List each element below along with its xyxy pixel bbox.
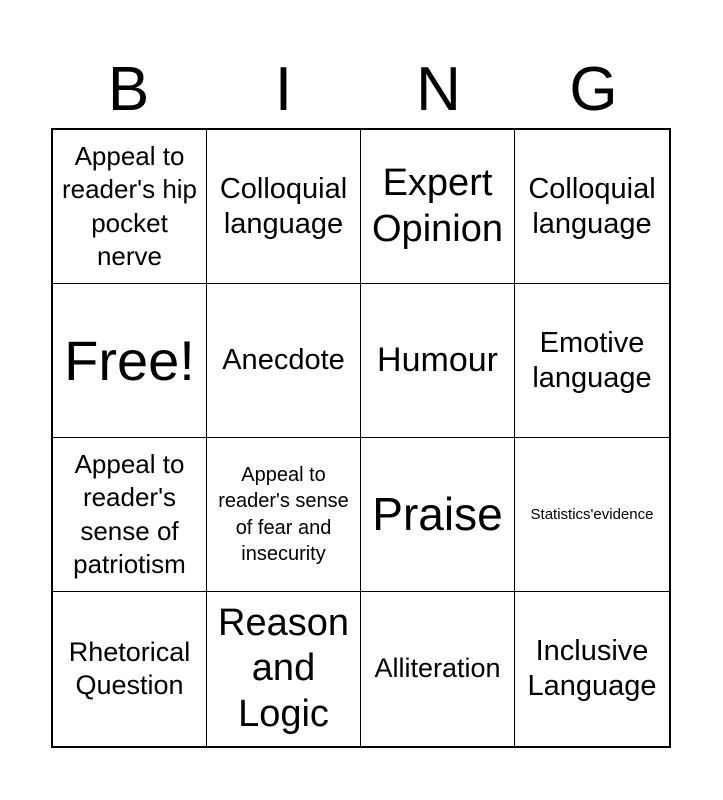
cell-text: Inclusive Language <box>527 635 657 702</box>
cell-text: Appeal to reader's hip pocket nerve <box>61 140 198 271</box>
cell-text: Rhetorical Question <box>68 636 191 700</box>
bingo-cell-free[interactable] <box>53 284 207 438</box>
cell-text: Expert Opinion <box>372 161 503 250</box>
bingo-cell[interactable] <box>361 438 515 592</box>
bingo-cell[interactable] <box>53 592 207 746</box>
bingo-cell[interactable] <box>207 284 361 438</box>
bingo-cell[interactable] <box>515 438 669 592</box>
bingo-cell[interactable] <box>515 130 669 284</box>
header-letter-i: I <box>274 55 293 124</box>
bingo-cell[interactable] <box>207 438 361 592</box>
cell-text: Colloquial language <box>219 172 348 240</box>
cell-text: Colloquial language <box>528 172 656 240</box>
cell-text: Reason and Logic <box>218 601 349 735</box>
cell-text: Emotive language <box>532 326 652 394</box>
cell-text: Appeal to reader's sense of fear and insecurity <box>218 463 349 565</box>
bingo-cell[interactable] <box>361 592 515 746</box>
header-letter-n: N <box>416 55 461 124</box>
bingo-cell[interactable] <box>515 284 669 438</box>
bingo-cell[interactable] <box>53 438 207 592</box>
cell-text: Anecdote <box>222 344 345 377</box>
cell-text: Free! <box>64 328 195 392</box>
header-letter-b: B <box>107 55 150 124</box>
bingo-cell[interactable] <box>361 284 515 438</box>
cell-text: Humour <box>377 341 498 380</box>
bingo-cell[interactable] <box>53 130 207 284</box>
bingo-cell[interactable] <box>515 592 669 746</box>
cell-text: Praise <box>372 488 503 541</box>
bingo-header <box>51 52 671 128</box>
header-letter-g: G <box>569 55 618 124</box>
cell-text: Statistics'evidence <box>530 505 654 523</box>
bingo-grid <box>51 128 671 748</box>
cell-text: Alliteration <box>374 653 501 684</box>
bingo-cell[interactable] <box>361 130 515 284</box>
bingo-cell[interactable] <box>207 130 361 284</box>
bingo-cell[interactable] <box>207 592 361 746</box>
cell-text: Appeal to reader's sense of patriotism <box>73 448 186 579</box>
